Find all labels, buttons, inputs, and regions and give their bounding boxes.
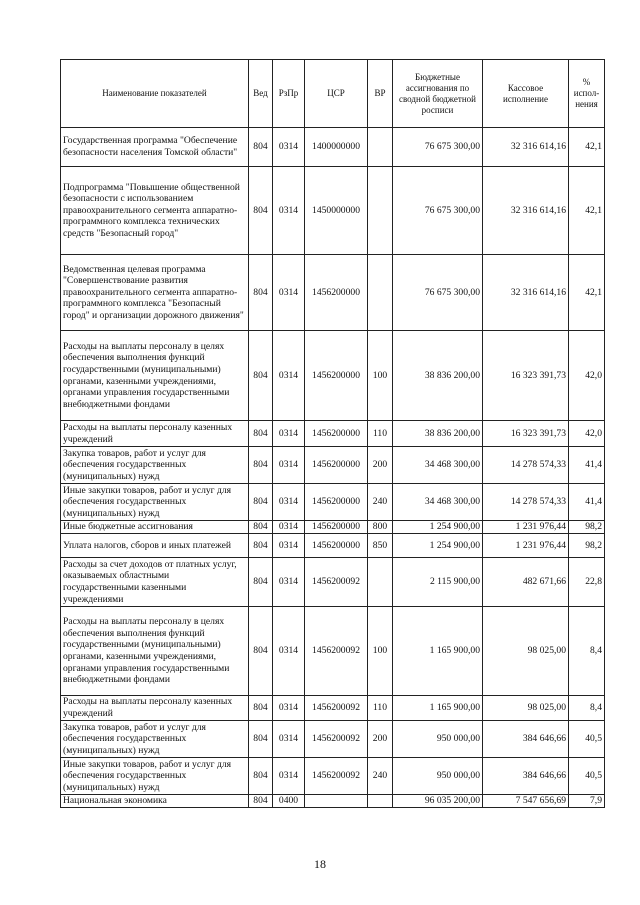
cell-vr: 110	[368, 421, 393, 447]
cell-ved: 804	[249, 534, 273, 558]
cell-plan: 38 836 200,00	[393, 331, 483, 421]
cell-plan: 1 165 900,00	[393, 696, 483, 721]
cell-csr: 1456200092	[305, 758, 368, 795]
cell-vr: 240	[368, 484, 393, 521]
cell-rzpr: 0314	[273, 128, 305, 167]
cell-name: Подпрограмма "Повышение общественной безопасности с использованием правоохранительного сегмента аппаратно-программного комплекса технических средств "Безопасный город"	[61, 167, 249, 255]
cell-ved: 804	[249, 167, 273, 255]
cell-ved: 804	[249, 484, 273, 521]
cell-cash: 14 278 574,33	[483, 447, 569, 484]
cell-ved: 804	[249, 721, 273, 758]
cell-pct: 40,5	[569, 721, 605, 758]
table-row	[61, 795, 605, 808]
cell-pct: 42,1	[569, 167, 605, 255]
cell-cash: 98 025,00	[483, 696, 569, 721]
cell-ved: 804	[249, 521, 273, 534]
cell-cash: 16 323 391,73	[483, 331, 569, 421]
header-vr: ВР	[368, 60, 393, 128]
header-csr: ЦСР	[305, 60, 368, 128]
cell-cash: 14 278 574,33	[483, 484, 569, 521]
cell-cash: 384 646,66	[483, 758, 569, 795]
cell-pct: 8,4	[569, 607, 605, 696]
cell-rzpr: 0314	[273, 696, 305, 721]
table-row	[61, 128, 605, 167]
cell-rzpr: 0314	[273, 607, 305, 696]
cell-pct: 42,1	[569, 128, 605, 167]
table-row	[61, 484, 605, 521]
table-row	[61, 534, 605, 558]
cell-rzpr: 0314	[273, 255, 305, 331]
cell-name: Государственная программа "Обеспечение безопасности населения Томской области"	[61, 128, 249, 167]
cell-ved: 804	[249, 128, 273, 167]
cell-rzpr: 0314	[273, 521, 305, 534]
cell-rzpr: 0314	[273, 447, 305, 484]
cell-vr: 850	[368, 534, 393, 558]
cell-rzpr: 0314	[273, 421, 305, 447]
cell-csr: 1456200092	[305, 696, 368, 721]
cell-cash: 32 316 614,16	[483, 167, 569, 255]
page-number: 18	[314, 857, 326, 871]
cell-name: Закупка товаров, работ и услуг для обеспечения государственных (муниципальных) нужд	[61, 721, 249, 758]
cell-name: Ведомственная целевая программа "Совершенствование развития правоохранительного сегмента аппаратно-программного комплекса "Безопасный город" и организации дорожного движения"	[61, 255, 249, 331]
cell-ved: 804	[249, 558, 273, 607]
cell-csr	[305, 795, 368, 808]
cell-cash: 32 316 614,16	[483, 128, 569, 167]
cell-cash: 98 025,00	[483, 607, 569, 696]
cell-cash: 16 323 391,73	[483, 421, 569, 447]
cell-ved: 804	[249, 255, 273, 331]
cell-plan: 96 035 200,00	[393, 795, 483, 808]
cell-name: Иные закупки товаров, работ и услуг для обеспечения государственных (муниципальных) нужд	[61, 758, 249, 795]
table-row	[61, 696, 605, 721]
cell-csr: 1456200000	[305, 421, 368, 447]
cell-pct: 22,8	[569, 558, 605, 607]
cell-plan: 38 836 200,00	[393, 421, 483, 447]
cell-pct: 40,5	[569, 758, 605, 795]
cell-rzpr: 0314	[273, 167, 305, 255]
table-row	[61, 167, 605, 255]
table-row	[61, 721, 605, 758]
cell-ved: 804	[249, 447, 273, 484]
cell-name: Закупка товаров, работ и услуг для обеспечения государственных (муниципальных) нужд	[61, 447, 249, 484]
table-body	[61, 128, 605, 808]
cell-csr: 1456200000	[305, 447, 368, 484]
header-pct: % испол-нения	[569, 60, 605, 128]
cell-cash: 1 231 976,44	[483, 534, 569, 558]
cell-plan: 1 165 900,00	[393, 607, 483, 696]
cell-pct: 98,2	[569, 521, 605, 534]
cell-pct: 41,4	[569, 447, 605, 484]
cell-cash: 7 547 656,69	[483, 795, 569, 808]
cell-pct: 42,0	[569, 331, 605, 421]
cell-pct: 41,4	[569, 484, 605, 521]
cell-name: Расходы на выплаты персоналу казенных учреждений	[61, 696, 249, 721]
cell-csr: 1456200092	[305, 558, 368, 607]
header-row	[61, 60, 605, 128]
table-row	[61, 447, 605, 484]
header-rzpr: РзПр	[273, 60, 305, 128]
table-row	[61, 521, 605, 534]
header-cash: Кассовое исполнение	[483, 60, 569, 128]
cell-cash: 32 316 614,16	[483, 255, 569, 331]
cell-name: Расходы на выплаты персоналу казенных учреждений	[61, 421, 249, 447]
cell-plan: 76 675 300,00	[393, 167, 483, 255]
cell-name: Иные бюджетные ассигнования	[61, 521, 249, 534]
cell-rzpr: 0400	[273, 795, 305, 808]
header-plan: Бюджетные ассигнования по сводной бюджетной росписи	[393, 60, 483, 128]
table-row	[61, 331, 605, 421]
cell-pct: 42,1	[569, 255, 605, 331]
cell-pct: 98,2	[569, 534, 605, 558]
cell-rzpr: 0314	[273, 558, 305, 607]
table-row	[61, 558, 605, 607]
cell-ved: 804	[249, 758, 273, 795]
cell-plan: 76 675 300,00	[393, 255, 483, 331]
cell-pct: 42,0	[569, 421, 605, 447]
cell-csr: 1456200000	[305, 484, 368, 521]
cell-vr: 100	[368, 331, 393, 421]
cell-vr	[368, 128, 393, 167]
cell-name: Расходы на выплаты персоналу в целях обеспечения выполнения функций государственными (муниципальными) органами, казенными учреждениями, органами управления государственными внебюджетными фондами	[61, 331, 249, 421]
cell-rzpr: 0314	[273, 484, 305, 521]
cell-cash: 482 671,66	[483, 558, 569, 607]
cell-rzpr: 0314	[273, 758, 305, 795]
cell-vr: 110	[368, 696, 393, 721]
cell-rzpr: 0314	[273, 331, 305, 421]
cell-ved: 804	[249, 795, 273, 808]
cell-name: Расходы на выплаты персоналу в целях обеспечения выполнения функций государственными (муниципальными) органами, казенными учреждениями, органами управления государственными внебюджетными фондами	[61, 607, 249, 696]
cell-csr: 1400000000	[305, 128, 368, 167]
cell-csr: 1456200000	[305, 255, 368, 331]
cell-csr: 1456200092	[305, 721, 368, 758]
cell-vr: 200	[368, 447, 393, 484]
cell-csr: 1456200000	[305, 534, 368, 558]
cell-plan: 1 254 900,00	[393, 521, 483, 534]
cell-rzpr: 0314	[273, 721, 305, 758]
cell-plan: 2 115 900,00	[393, 558, 483, 607]
cell-vr: 200	[368, 721, 393, 758]
cell-vr	[368, 558, 393, 607]
cell-rzpr: 0314	[273, 534, 305, 558]
table-row	[61, 607, 605, 696]
cell-vr	[368, 255, 393, 331]
cell-plan: 1 254 900,00	[393, 534, 483, 558]
cell-plan: 76 675 300,00	[393, 128, 483, 167]
header-ved: Вед	[249, 60, 273, 128]
cell-csr: 1450000000	[305, 167, 368, 255]
cell-plan: 950 000,00	[393, 721, 483, 758]
cell-ved: 804	[249, 696, 273, 721]
cell-ved: 804	[249, 607, 273, 696]
header-name: Наименование показателей	[61, 60, 249, 128]
cell-plan: 34 468 300,00	[393, 484, 483, 521]
cell-vr: 800	[368, 521, 393, 534]
table-row	[61, 758, 605, 795]
cell-plan: 34 468 300,00	[393, 447, 483, 484]
cell-pct: 7,9	[569, 795, 605, 808]
table-row	[61, 255, 605, 331]
cell-vr	[368, 795, 393, 808]
cell-name: Национальная экономика	[61, 795, 249, 808]
cell-name: Уплата налогов, сборов и иных платежей	[61, 534, 249, 558]
cell-plan: 950 000,00	[393, 758, 483, 795]
budget-table	[60, 59, 605, 808]
cell-vr: 240	[368, 758, 393, 795]
cell-ved: 804	[249, 331, 273, 421]
cell-pct: 8,4	[569, 696, 605, 721]
cell-vr	[368, 167, 393, 255]
cell-vr: 100	[368, 607, 393, 696]
cell-cash: 1 231 976,44	[483, 521, 569, 534]
cell-ved: 804	[249, 421, 273, 447]
cell-csr: 1456200000	[305, 521, 368, 534]
table-row	[61, 421, 605, 447]
cell-csr: 1456200092	[305, 607, 368, 696]
cell-cash: 384 646,66	[483, 721, 569, 758]
cell-name: Расходы за счет доходов от платных услуг, оказываемых областными государственными казенными учреждениями	[61, 558, 249, 607]
cell-csr: 1456200000	[305, 331, 368, 421]
cell-name: Иные закупки товаров, работ и услуг для обеспечения государственных (муниципальных) нужд	[61, 484, 249, 521]
